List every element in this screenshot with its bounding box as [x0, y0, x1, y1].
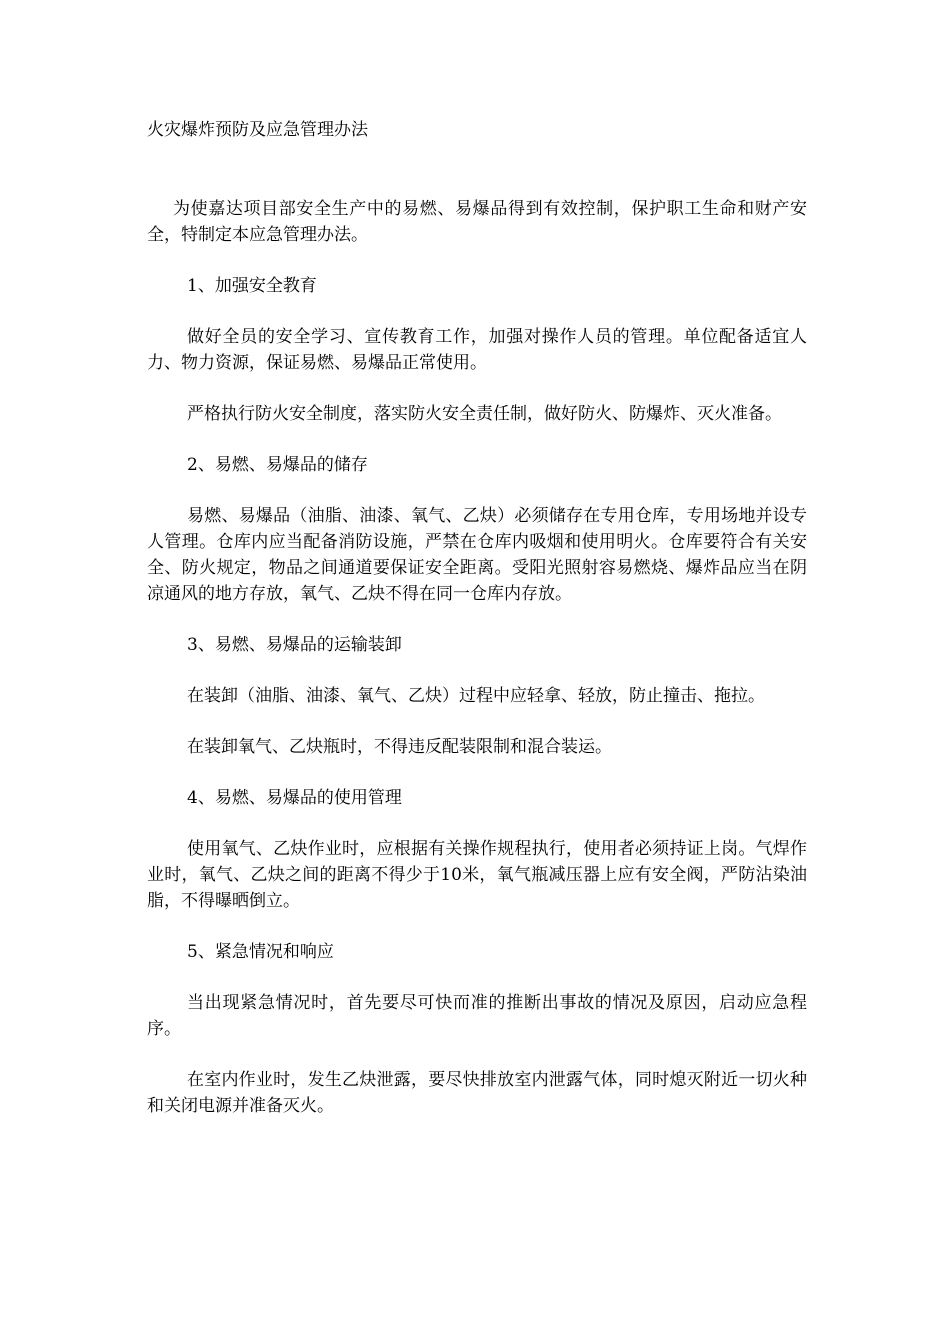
section-3-paragraph-2: 在装卸氧气、乙炔瓶时，不得违反配装限制和混合装运。	[187, 737, 612, 757]
intro-paragraph: 为使嘉达项目部安全生产中的易燃、易爆品得到有效控制，保护职工生命和财产安全，特制定本应急管理办法。	[147, 199, 807, 245]
section-heading-4: 4、易燃、易爆品的使用管理	[187, 788, 402, 808]
section-heading-3: 3、易燃、易爆品的运输装卸	[187, 635, 402, 655]
section-heading-2: 2、易燃、易爆品的储存	[187, 455, 368, 475]
section-5-paragraph-1: 当出现紧急情况时，首先要尽可快而准的推断出事故的情况及原因，启动应急程序。	[147, 993, 807, 1039]
section-heading-5: 5、紧急情况和响应	[187, 942, 334, 962]
section-1-paragraph-2: 严格执行防火安全制度，落实防火安全责任制，做好防火、防爆炸、灭火准备。	[187, 404, 782, 424]
document-title: 火灾爆炸预防及应急管理办法	[147, 120, 368, 140]
section-4-paragraph-1: 使用氧气、乙炔作业时，应根据有关操作规程执行，使用者必须持证上岗。气焊作业时，氧气、乙炔之间的距离不得少于10米，氧气瓶减压器上应有安全阀，严防沾染油脂，不得曝晒倒立。	[147, 839, 807, 911]
section-heading-1: 1、加强安全教育	[187, 276, 317, 296]
document-page	[147, 118, 807, 1144]
section-5-paragraph-2: 在室内作业时，发生乙炔泄露，要尽快排放室内泄露气体，同时熄灭附近一切火种和关闭电源并准备灭火。	[147, 1070, 807, 1116]
section-2-paragraph-1: 易燃、易爆品（油脂、油漆、氧气、乙炔）必须储存在专用仓库，专用场地并设专人管理。仓库内应当配备消防设施，严禁在仓库内吸烟和使用明火。仓库要符合有关安全、防火规定，物品之间通道要保证安全距离。受阳光照射容易燃烧、爆炸品应当在阴凉通风的地方存放，氧气、乙炔不得在同一仓库内存放。	[147, 506, 807, 604]
section-3-paragraph-1: 在装卸（油脂、油漆、氧气、乙炔）过程中应轻拿、轻放，防止撞击、拖拉。	[187, 686, 765, 706]
section-1-paragraph-1: 做好全员的安全学习、宣传教育工作，加强对操作人员的管理。单位配备适宜人力、物力资源，保证易燃、易爆品正常使用。	[147, 327, 807, 373]
